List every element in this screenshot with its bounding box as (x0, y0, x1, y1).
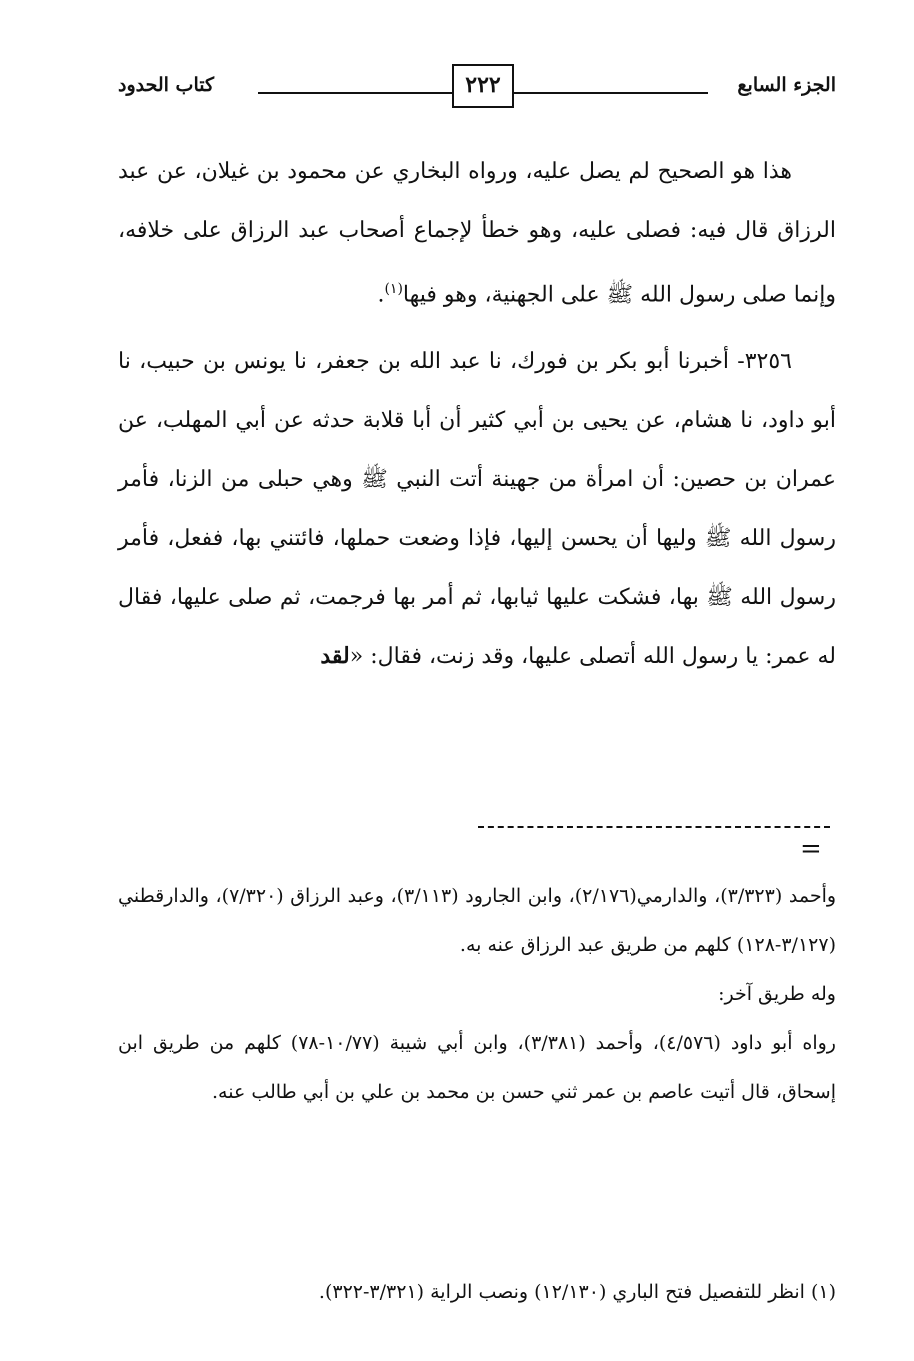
footnote-line-2: وله طريق آخر: (718, 983, 836, 1005)
paragraph-1-end: . (377, 282, 385, 308)
paragraph-hadith-3256 (118, 332, 836, 686)
footnote-1: (١) انظر للتفصيل فتح الباري (١٢/١٣٠) ونصب الراية (٣/٣٢١-٣٢٢). (318, 1281, 836, 1303)
paragraph-2-text: ٣٢٥٦- أخبرنا أبو بكر بن فورك، نا عبد الله بن جعفر، نا يونس بن حبيب، نا أبو داود، نا هشام، عن يحيى بن أبي كثير أن أبا قلابة حدثه عن أبي المهلب، عن عمران بن حصين: أن امرأة من جهينة أتت النبي ﷺ وهي حبلى من الزنا، فأمر رسول الله ﷺ وليها أن يحسن إليها، فإذا وضعت حملها، فائتني بها، ففعل، فأمر رسول الله ﷺ بها، فشكت عليها ثيابها، ثم أمر بها فرجمت، ثم صلى عليها، فقال له عمر: يا رسول الله أتصلى عليها، وقد زنت، فقال: « (118, 349, 836, 670)
main-text (118, 142, 836, 686)
paragraph-1 (118, 142, 836, 324)
footnote-continuation-marker: = (800, 834, 822, 864)
footnotes-block (118, 872, 836, 1117)
footnote-line-1: وأحمد (٣/٣٢٣)، والدارمي(٢/١٧٦)، وابن الجارود (٣/١١٣)، وعبد الرزاق (٧/٣٢٠)، والدارقطني (٣/١٢٧-١٢٨) كلهم من طريق عبد الرزاق عنه به. (118, 885, 837, 956)
footnote-line-3: رواه أبو داود (٤/٥٧٦)، وأحمد (٣/٣٨١)، وابن أبي شيبة (١٠/٧٧-٧٨) كلهم من طريق ابن إسحاق، قال أتيت عاصم بن عمر ثني حسن بن محمد بن علي بن أبي طالب عنه. (118, 1032, 836, 1103)
running-header (118, 62, 836, 114)
header-part-title: الجزء السابع (737, 74, 836, 96)
header-book-title: كتاب الحدود (118, 74, 215, 96)
paragraph-2-bold-word: لقد (320, 643, 350, 670)
footnote-ref-1: (١) (384, 281, 403, 297)
header-rule-right (496, 92, 708, 94)
footnote-separator (478, 826, 830, 828)
paragraph-1-text: هذا هو الصحيح لم يصل عليه، ورواه البخاري عن محمود بن غيلان، عن عبد الرزاق قال فيه: فصلى عليه، وهو خطأ لإجماع أصحاب عبد الرزاق على خلافه، وإنما صلى رسول الله ﷺ على الجهنية، وهو فيها (118, 159, 836, 308)
header-rule-left (258, 92, 454, 94)
page-number: ٢٢٢ (452, 64, 514, 108)
